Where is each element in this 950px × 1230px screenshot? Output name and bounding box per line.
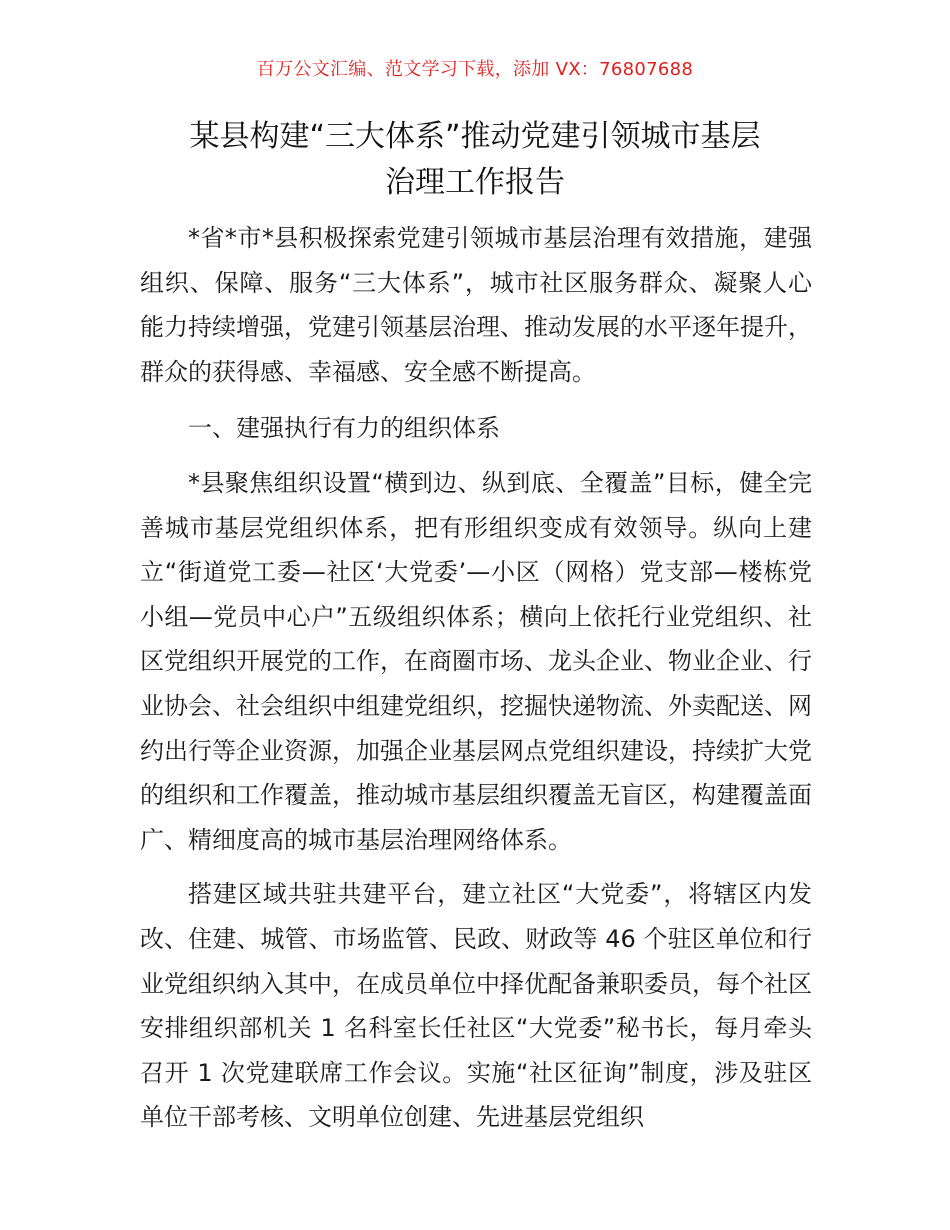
- watermark-header: 百万公文汇编、范文学习下载，添加 VX：76807688: [256, 59, 694, 80]
- section1-paragraph-1: *县聚焦组织设置“横到边、纵到底、全覆盖”目标，健全完善城市基层党组织体系，把有形组织变成有效领导。纵向上建立“街道党工委—社区‘大党委’—小区（网格）党支部—楼栋党小组—党员中心户”五级组织体系；横向上依托行业党组织、社区党组织开展党的工作，在商圈市场、龙头企业、物业企业、行业协会、社会组织中组建党组织，挖掘快递物流、外卖配送、网约出行等企业资源，加强企业基层网点党组织建设，持续扩大党的组织和工作覆盖，推动城市基层组织覆盖无盲区，构建覆盖面广、精细度高的城市基层治理网络体系。: [140, 468, 812, 854]
- title-line-1: 某县构建“三大体系”推动党建引领城市基层: [189, 119, 761, 154]
- section1-paragraph-2: 搭建区域共驻共建平台，建立社区“大党委”，将辖区内发改、住建、城管、市场监管、民政、财政等 46 个驻区单位和行业党组织纳入其中，在成员单位中择优配备兼职委员，每个社区安排组织部机关 1 名科室长任社区“大党委”秘书长，每月牵头召开 1 次党建联席工作会议。实施“社区征询”制度，涉及驻区单位干部考核、文明单位创建、先进基层党组织: [140, 880, 812, 1132]
- document-title: [120, 114, 830, 206]
- section-heading-1: 一、建强执行有力的组织体系: [188, 414, 500, 443]
- title-line-2: 治理工作报告: [385, 165, 565, 200]
- document-body: [140, 216, 812, 1140]
- intro-paragraph: *省*市*县积极探索党建引领城市基层治理有效措施，建强组织、保障、服务“三大体系”，城市社区服务群众、凝聚人心能力持续增强，党建引领基层治理、推动发展的水平逐年提升，群众的获得感、幸福感、安全感不断提高。: [140, 224, 812, 386]
